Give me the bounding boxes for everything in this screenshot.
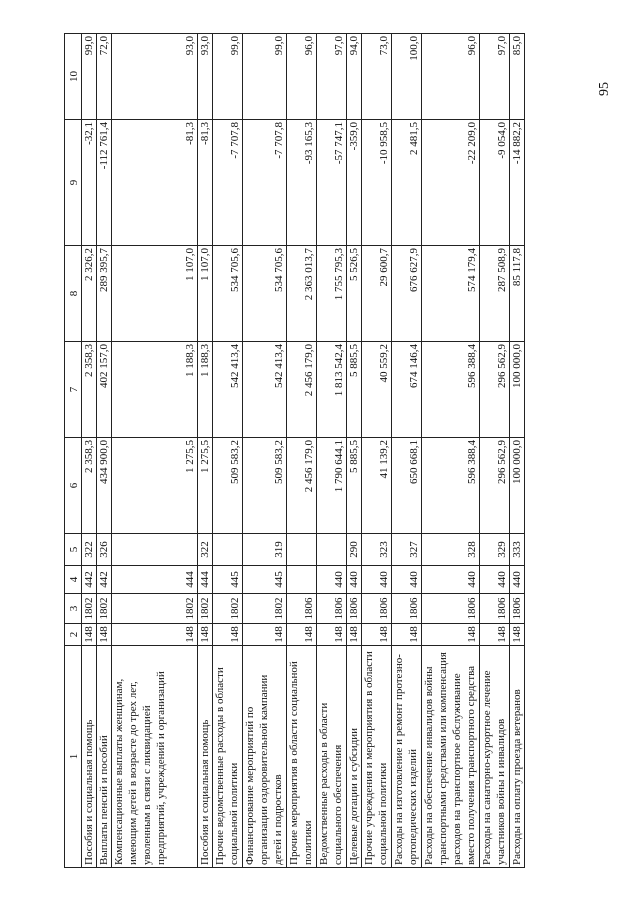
column-header-6: 6 (65, 438, 82, 534)
cell-executed: 287 508,9 (480, 246, 510, 342)
cell-executed: 85 117,8 (510, 246, 525, 342)
budget-table (64, 33, 525, 868)
table-row (422, 34, 480, 868)
cell-percent: 96,0 (287, 34, 317, 120)
cell-executed: 29 600,7 (362, 246, 392, 342)
cell-approved: 296 562,9 (480, 438, 510, 534)
cell-ministry-code: 148 (362, 624, 392, 646)
cell-percent: 93,0 (198, 34, 213, 120)
cell-section-code: 1802 (112, 594, 198, 624)
cell-approved: 5 885,5 (347, 438, 362, 534)
row-name: Расходы на оплату проезда ветеранов (510, 646, 525, 868)
column-header-8: 8 (65, 246, 82, 342)
column-header-10: 10 (65, 34, 82, 120)
cell-deviation: 2 481,5 (392, 120, 422, 246)
cell-section-code: 1806 (422, 594, 480, 624)
cell-section-code: 1806 (347, 594, 362, 624)
cell-expense-code: 323 (362, 534, 392, 566)
row-name: Прочие учреждения и мероприятия в области социальной политики (362, 646, 392, 868)
cell-refined: 542 413,4 (243, 342, 287, 438)
cell-deviation: -7 707,8 (243, 120, 287, 246)
cell-expense-code (213, 534, 243, 566)
row-name: Ведомственные расходы в области социального обеспечения (317, 646, 347, 868)
cell-expense-code: 327 (392, 534, 422, 566)
cell-section-code: 1806 (480, 594, 510, 624)
table-row (82, 34, 97, 868)
cell-approved: 100 000,0 (510, 438, 525, 534)
cell-deviation: -81,3 (198, 120, 213, 246)
cell-target-code: 442 (97, 566, 112, 594)
column-header-3: 3 (65, 594, 82, 624)
cell-executed: 1 107,0 (112, 246, 198, 342)
cell-expense-code: 333 (510, 534, 525, 566)
table-row (243, 34, 287, 868)
cell-ministry-code: 148 (480, 624, 510, 646)
cell-refined: 1 188,3 (198, 342, 213, 438)
cell-refined: 296 562,9 (480, 342, 510, 438)
cell-approved: 509 583,2 (243, 438, 287, 534)
cell-target-code: 444 (112, 566, 198, 594)
cell-deviation: -9 054,0 (480, 120, 510, 246)
cell-ministry-code: 148 (97, 624, 112, 646)
cell-target-code: 440 (362, 566, 392, 594)
cell-section-code: 1806 (362, 594, 392, 624)
cell-deviation: -81,3 (112, 120, 198, 246)
cell-percent: 94,0 (347, 34, 362, 120)
cell-percent: 99,0 (82, 34, 97, 120)
table-row (287, 34, 317, 868)
cell-executed: 2 363 013,7 (287, 246, 317, 342)
cell-target-code: 440 (480, 566, 510, 594)
cell-expense-code: 329 (480, 534, 510, 566)
cell-target-code: 440 (392, 566, 422, 594)
cell-executed: 534 705,6 (213, 246, 243, 342)
column-header-5: 5 (65, 534, 82, 566)
row-name: Расходы на обеспечение инвалидов войны транспортными средствами или компенсация расходов на транспортное обслуживание вместо получения транспортного средства (422, 646, 480, 868)
cell-percent: 72,0 (97, 34, 112, 120)
row-name: Расходы на изготовление и ремонт протезно-ортопедических изделий (392, 646, 422, 868)
cell-section-code: 1802 (213, 594, 243, 624)
cell-ministry-code: 148 (198, 624, 213, 646)
cell-ministry-code: 148 (112, 624, 198, 646)
cell-section-code: 1806 (392, 594, 422, 624)
cell-approved: 41 139,2 (362, 438, 392, 534)
cell-deviation: -22 209,0 (422, 120, 480, 246)
cell-approved: 509 583,2 (213, 438, 243, 534)
cell-ministry-code: 148 (243, 624, 287, 646)
table-row (347, 34, 362, 868)
cell-expense-code: 326 (97, 534, 112, 566)
cell-target-code: 440 (422, 566, 480, 594)
cell-deviation: -112 761,4 (97, 120, 112, 246)
cell-section-code: 1806 (287, 594, 317, 624)
cell-refined: 40 559,2 (362, 342, 392, 438)
cell-executed: 676 627,9 (392, 246, 422, 342)
cell-target-code: 444 (198, 566, 213, 594)
cell-target-code: 440 (317, 566, 347, 594)
cell-executed: 5 526,5 (347, 246, 362, 342)
cell-percent: 73,0 (362, 34, 392, 120)
cell-section-code: 1806 (317, 594, 347, 624)
cell-expense-code (287, 534, 317, 566)
cell-approved: 2 456 179,0 (287, 438, 317, 534)
cell-section-code: 1806 (510, 594, 525, 624)
column-header-9: 9 (65, 120, 82, 246)
cell-approved: 434 900,0 (97, 438, 112, 534)
cell-expense-code: 328 (422, 534, 480, 566)
column-header-4: 4 (65, 566, 82, 594)
cell-deviation: -10 958,5 (362, 120, 392, 246)
cell-deviation: -14 882,2 (510, 120, 525, 246)
cell-executed: 1 755 795,3 (317, 246, 347, 342)
cell-percent: 97,0 (480, 34, 510, 120)
row-name: Расходы на санаторно-курортное лечение участников войны и инвалидов (480, 646, 510, 868)
cell-percent: 96,0 (422, 34, 480, 120)
table-row (198, 34, 213, 868)
cell-refined: 596 388,4 (422, 342, 480, 438)
table-row (392, 34, 422, 868)
cell-refined: 2 358,3 (82, 342, 97, 438)
row-name: Выплаты пенсий и пособий (97, 646, 112, 868)
cell-target-code: 440 (347, 566, 362, 594)
table-row (112, 34, 198, 868)
cell-executed: 2 326,2 (82, 246, 97, 342)
rotated-table-container (64, 34, 608, 868)
table-row (213, 34, 243, 868)
cell-ministry-code: 148 (317, 624, 347, 646)
cell-expense-code (317, 534, 347, 566)
table-row (317, 34, 347, 868)
cell-expense-code: 322 (82, 534, 97, 566)
cell-approved: 1 275,5 (198, 438, 213, 534)
cell-executed: 289 395,7 (97, 246, 112, 342)
table-row (480, 34, 510, 868)
cell-refined: 674 146,4 (392, 342, 422, 438)
cell-section-code: 1802 (82, 594, 97, 624)
row-name: Прочие ведомственные расходы в области социальной политики (213, 646, 243, 868)
cell-percent: 93,0 (112, 34, 198, 120)
cell-deviation: -57 747,1 (317, 120, 347, 246)
cell-ministry-code: 148 (287, 624, 317, 646)
row-name: Пособия и социальная помощь (82, 646, 97, 868)
cell-expense-code (112, 534, 198, 566)
cell-percent: 85,0 (510, 34, 525, 120)
cell-target-code (287, 566, 317, 594)
table-row (362, 34, 392, 868)
cell-ministry-code: 148 (392, 624, 422, 646)
cell-refined: 5 885,5 (347, 342, 362, 438)
cell-ministry-code: 148 (82, 624, 97, 646)
cell-refined: 1 188,3 (112, 342, 198, 438)
cell-deviation: -32,1 (82, 120, 97, 246)
cell-deviation: -93 165,3 (287, 120, 317, 246)
table-body (82, 34, 525, 868)
cell-section-code: 1802 (198, 594, 213, 624)
column-header-1: 1 (65, 646, 82, 868)
cell-refined: 1 813 542,4 (317, 342, 347, 438)
cell-expense-code: 319 (243, 534, 287, 566)
column-header-2: 2 (65, 624, 82, 646)
row-name: Пособия и социальная помощь (198, 646, 213, 868)
table-row (510, 34, 525, 868)
cell-refined: 2 456 179,0 (287, 342, 317, 438)
cell-refined: 542 413,4 (213, 342, 243, 438)
cell-approved: 1 275,5 (112, 438, 198, 534)
cell-expense-code: 290 (347, 534, 362, 566)
row-name: Компенсационные выплаты женщинам, имеющим детей в возрасте до трех лет, уволенным в связи с ликвидацией предприятий, учреждений и организаций (112, 646, 198, 868)
cell-target-code: 440 (510, 566, 525, 594)
cell-executed: 534 705,6 (243, 246, 287, 342)
cell-section-code: 1802 (243, 594, 287, 624)
cell-target-code: 442 (82, 566, 97, 594)
cell-ministry-code: 148 (422, 624, 480, 646)
cell-ministry-code: 148 (347, 624, 362, 646)
page-number: 95 (597, 82, 612, 96)
cell-approved: 596 388,4 (422, 438, 480, 534)
cell-ministry-code: 148 (510, 624, 525, 646)
cell-executed: 574 179,4 (422, 246, 480, 342)
cell-refined: 100 000,0 (510, 342, 525, 438)
cell-approved: 650 668,1 (392, 438, 422, 534)
cell-target-code: 445 (213, 566, 243, 594)
cell-percent: 99,0 (243, 34, 287, 120)
cell-deviation: -359,0 (347, 120, 362, 246)
cell-target-code: 445 (243, 566, 287, 594)
table-row (97, 34, 112, 868)
cell-percent: 99,0 (213, 34, 243, 120)
column-header-7: 7 (65, 342, 82, 438)
row-name: Целевые дотации и субсидии (347, 646, 362, 868)
cell-ministry-code: 148 (213, 624, 243, 646)
cell-expense-code: 322 (198, 534, 213, 566)
cell-section-code: 1802 (97, 594, 112, 624)
cell-refined: 402 157,0 (97, 342, 112, 438)
cell-approved: 2 358,3 (82, 438, 97, 534)
row-name: Финансирование мероприятий по организации оздоровительной кампании детей и подростков (243, 646, 287, 868)
cell-deviation: -7 707,8 (213, 120, 243, 246)
cell-executed: 1 107,0 (198, 246, 213, 342)
header-row (65, 34, 82, 868)
cell-percent: 97,0 (317, 34, 347, 120)
cell-approved: 1 790 644,1 (317, 438, 347, 534)
row-name: Прочие мероприятия в области социальной политики (287, 646, 317, 868)
cell-percent: 100,0 (392, 34, 422, 120)
